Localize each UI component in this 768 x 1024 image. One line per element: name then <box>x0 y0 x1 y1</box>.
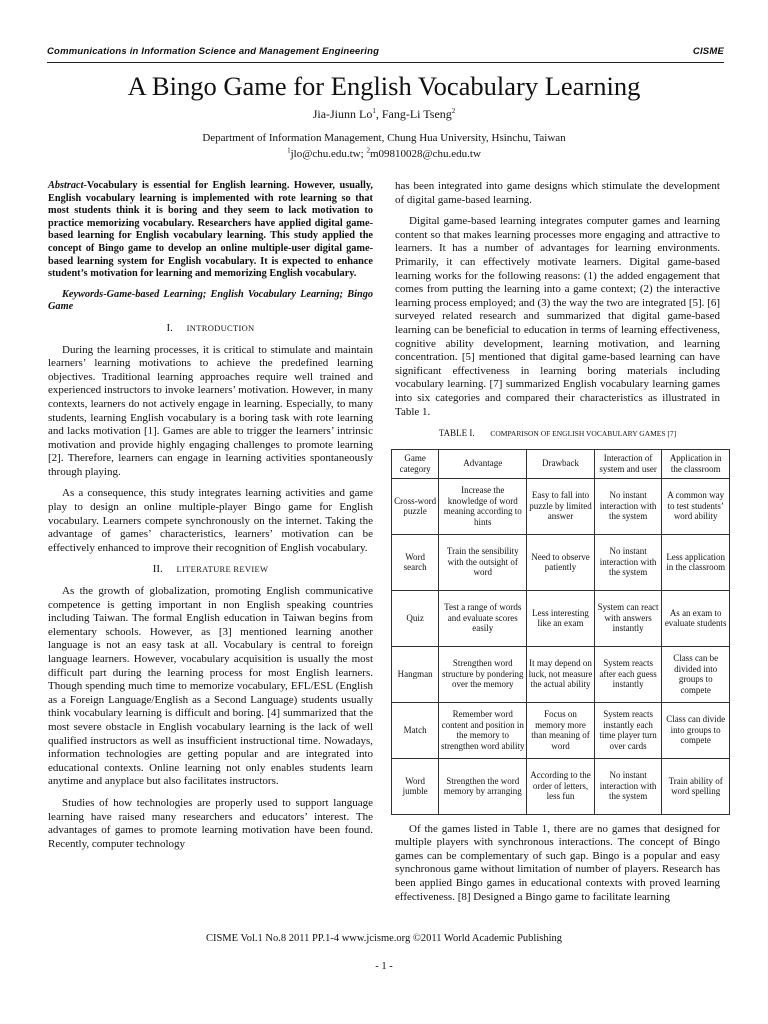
right-column <box>394 180 727 912</box>
table-cell: Need to observe patiently <box>527 534 595 590</box>
table-row <box>392 590 730 646</box>
affiliation: Department of Information Management, Chung Hua University, Hsinchu, Taiwan <box>202 132 566 144</box>
table-row <box>392 702 730 758</box>
author-1-sup: 1 <box>372 107 376 115</box>
journal-abbrev: CISME <box>692 46 724 57</box>
table-cell: A common way to test students’ word ability <box>662 478 730 534</box>
table-cell: Match <box>392 702 439 758</box>
section-heading-2 <box>48 563 373 577</box>
table-cell: System can react with answers instantly <box>594 590 662 646</box>
authors <box>0 106 768 122</box>
table-cell: As an exam to evaluate students <box>662 590 730 646</box>
right-paragraph-1: has been integrated into game designs which stimulate the development of digital game-based learning. <box>395 180 720 206</box>
intro-paragraph-1: During the learning processes, it is critical to stimulate and maintain learners’ learning motivations to achieve the predefined learning objectives. Traditional learning approaches require well trained and experienced instructors to invoke learners’ motivation. However, in many contexts, learners do not actively engage in learning. Especially, to many students, learning English vocabulary is a boring task with rote learning and lacks motivation [1]. Games are able to trigger the learners’ intrinsic motivation and provide highly engaging challenges to promote learning [2]. Therefore, learners can engage in learning activities spontaneously through playing. <box>48 343 373 478</box>
table-row <box>392 534 730 590</box>
right-paragraph-2: Digital game-based learning integrates computer games and learning content so that makes learning processes more engaging and attractive to learners. It has a number of advantages for learning environments. Primarily, it can effectively motivate learners. Digital game-based learning works for the following reasons: (1) the added engagement that comes from putting the learning into a game context; (2) the interactive learning process employed; and (3) the way the two are integrated [5]. [6] surveyed related research and summarized that digital game-based learning can be beneficial to education in terms of learning effectiveness, cognitive ability development, learning motivation, and learning concentration. [5] mentioned that digital game-based learning can have significant effectiveness in learning boring materials including vocabulary learning. [7] summarized English vocabulary learning games into six categories and compared their characteristics as illustrated in Table 1. <box>395 215 720 418</box>
table-cell: No instant interaction with the system <box>594 758 662 814</box>
table-cell: System reacts after each guess instantly <box>594 646 662 702</box>
table-cell: Class can divide into groups to compete <box>662 702 730 758</box>
table-cell: Test a range of words and evaluate scores easily <box>439 590 527 646</box>
author-2-sup: 2 <box>451 107 456 115</box>
table-cell: No instant interaction with the system <box>594 534 662 590</box>
section-heading-1 <box>48 322 373 336</box>
table-cell: Focus on memory more than meaning of word <box>527 702 595 758</box>
right-paragraph-3: Of the games listed in Table 1, there are no games that designed for multiple players with synchronous interactions. The concept of Bingo games can be complementary of such gap. Bingo is a popular and easy synchronous game without limitation of number of players. Research has been applied Bingo games in educational contexts with proved learning effectiveness. [8] Designed a Bingo game to facilitate learning <box>395 822 720 903</box>
table-cell: No instant interaction with the system <box>594 478 662 534</box>
email-2-sup: 2 <box>366 146 370 155</box>
abstract-label: Abstract- <box>48 180 87 191</box>
table-cell: Hangman <box>392 646 439 702</box>
author-1: Jia-Jiunn Lo <box>312 107 373 121</box>
table-header-row <box>392 449 730 478</box>
page-footer: CISME Vol.1 No.8 2011 PP.1-4 www.jcisme.org ©2011 World Academic Publishing <box>205 933 563 944</box>
table-cell: Word search <box>392 534 439 590</box>
email-1: jlo@chu.edu.tw; <box>290 148 367 160</box>
page-number: - 1 - <box>375 961 393 972</box>
table-cell: Remember word content and position in the memory to strengthen word ability <box>439 702 527 758</box>
table-cell: Strengthen word structure by pondering over the memory <box>439 646 527 702</box>
abstract-text: Vocabulary is essential for English learning. However, usually, English vocabulary learning is implemented with rote learning so that most students think it is boring and they seem to lack motivation to practice memorizing vocabulary. Researchers have applied digital game-based learning for English vocabulary learning. This study applied the concept of Bingo game to develop an online multiple-user digital game-based learning system for English vocabulary. It is expected to enhance student’s motivation for learning and memorizing English vocabulary. <box>48 180 373 280</box>
paper-title: A Bingo Game for English Vocabulary Learning <box>127 71 641 101</box>
table-row <box>392 758 730 814</box>
email-1-sup: 1 <box>287 146 291 155</box>
table-cell: Less interesting like an exam <box>527 590 595 646</box>
literature-paragraph-2: Studies of how technologies are properly used to support language learning have raised many researchers and educators’ interest. The advantages of games to promote learning motivation have been found. Recently, computer technology <box>48 796 373 850</box>
running-header <box>47 44 724 63</box>
table-cell: Easy to fall into puzzle by limited answer <box>527 478 595 534</box>
section-1-num: I. <box>166 321 173 334</box>
table-caption <box>395 427 720 441</box>
section-2-title: LITERATURE REVIEW <box>176 564 269 575</box>
table-caption-text: COMPARISON OF ENGLISH VOCABULARY GAMES [7] <box>490 429 677 439</box>
journal-name: Communications in Information Science and Management Engineering <box>47 46 380 57</box>
table-header-cell: Interaction of system and user <box>594 449 662 478</box>
table-header-cell: Drawback <box>527 449 595 478</box>
intro-paragraph-2: As a consequence, this study integrates learning activities and game play to design an online multiple-player Bingo game for English vocabulary. Learners compete synchronously on the internet. Taking the advantage of games’ characteristics, learners’ motivation can be effectively enhanced to improve their recognition of English vocabulary. <box>48 487 373 554</box>
left-column <box>48 180 373 859</box>
email-2: m09810028@chu.edu.tw <box>369 148 481 160</box>
table-row <box>392 478 730 534</box>
abstract <box>48 180 373 281</box>
table-cell: It may depend on luck, not measure the actual ability <box>527 646 595 702</box>
literature-paragraph-1: As the growth of globalization, promoting English communicative competence is getting important in non English speaking countries including Taiwan. The formal English education in Taiwan begins from elementary schools. However, as [3] mentioned learning another language is not an easy task at all. Vocabulary is central to foreign language learners. However, vocabulary acquisition is usually the most difficult part during the learning process for most English learners. Though spending much time to memorize vocabulary, EFL/ESL (English as a Foreign Language/English as a Second Language) students usually think vocabulary learning is difficult and boring. [4] summarized that the most severe obstacle in English vocabulary learning is the lack of well qualified instructors as well as insufficient instructional time. Nowadays, information technologies are getting popular and are integrated into educational contexts. Online learning not only enables students learn anytime and anyplace but also facilitates instructors. <box>48 585 373 788</box>
table-header-cell: Advantage <box>439 449 527 478</box>
table-row <box>392 646 730 702</box>
keywords: Keywords-Game-based Learning; English Vocabulary Learning; Bingo Game <box>48 288 373 313</box>
table-cell: Class can be divided into groups to compete <box>662 646 730 702</box>
section-2-num: II. <box>152 563 163 576</box>
table-cell: Quiz <box>392 590 439 646</box>
table-cell: Cross-word puzzle <box>392 478 439 534</box>
section-1-title: INTRODUCTION <box>186 322 255 333</box>
table-cell: Less application in the classroom <box>662 534 730 590</box>
emails <box>0 147 768 162</box>
table-cell: System reacts instantly each time player turn over cards <box>594 702 662 758</box>
table-cell: Strengthen the word memory by arranging <box>439 758 527 814</box>
table-cell: Train the sensibility with the outsight of word <box>439 534 527 590</box>
table-cell: Increase the knowledge of word meaning according to hints <box>439 478 527 534</box>
table-header-cell: Application in the classroom <box>662 449 730 478</box>
table-cell: According to the order of letters, less fun <box>527 758 595 814</box>
table-cell: Train ability of word spelling <box>662 758 730 814</box>
author-separator: , <box>375 107 382 121</box>
table-header-cell: Game category <box>392 449 439 478</box>
table-cell: Word jumble <box>392 758 439 814</box>
author-2: Fang-Li Tseng <box>381 107 452 121</box>
games-comparison-table <box>391 449 730 815</box>
table-caption-num: TABLE I. <box>438 428 475 439</box>
